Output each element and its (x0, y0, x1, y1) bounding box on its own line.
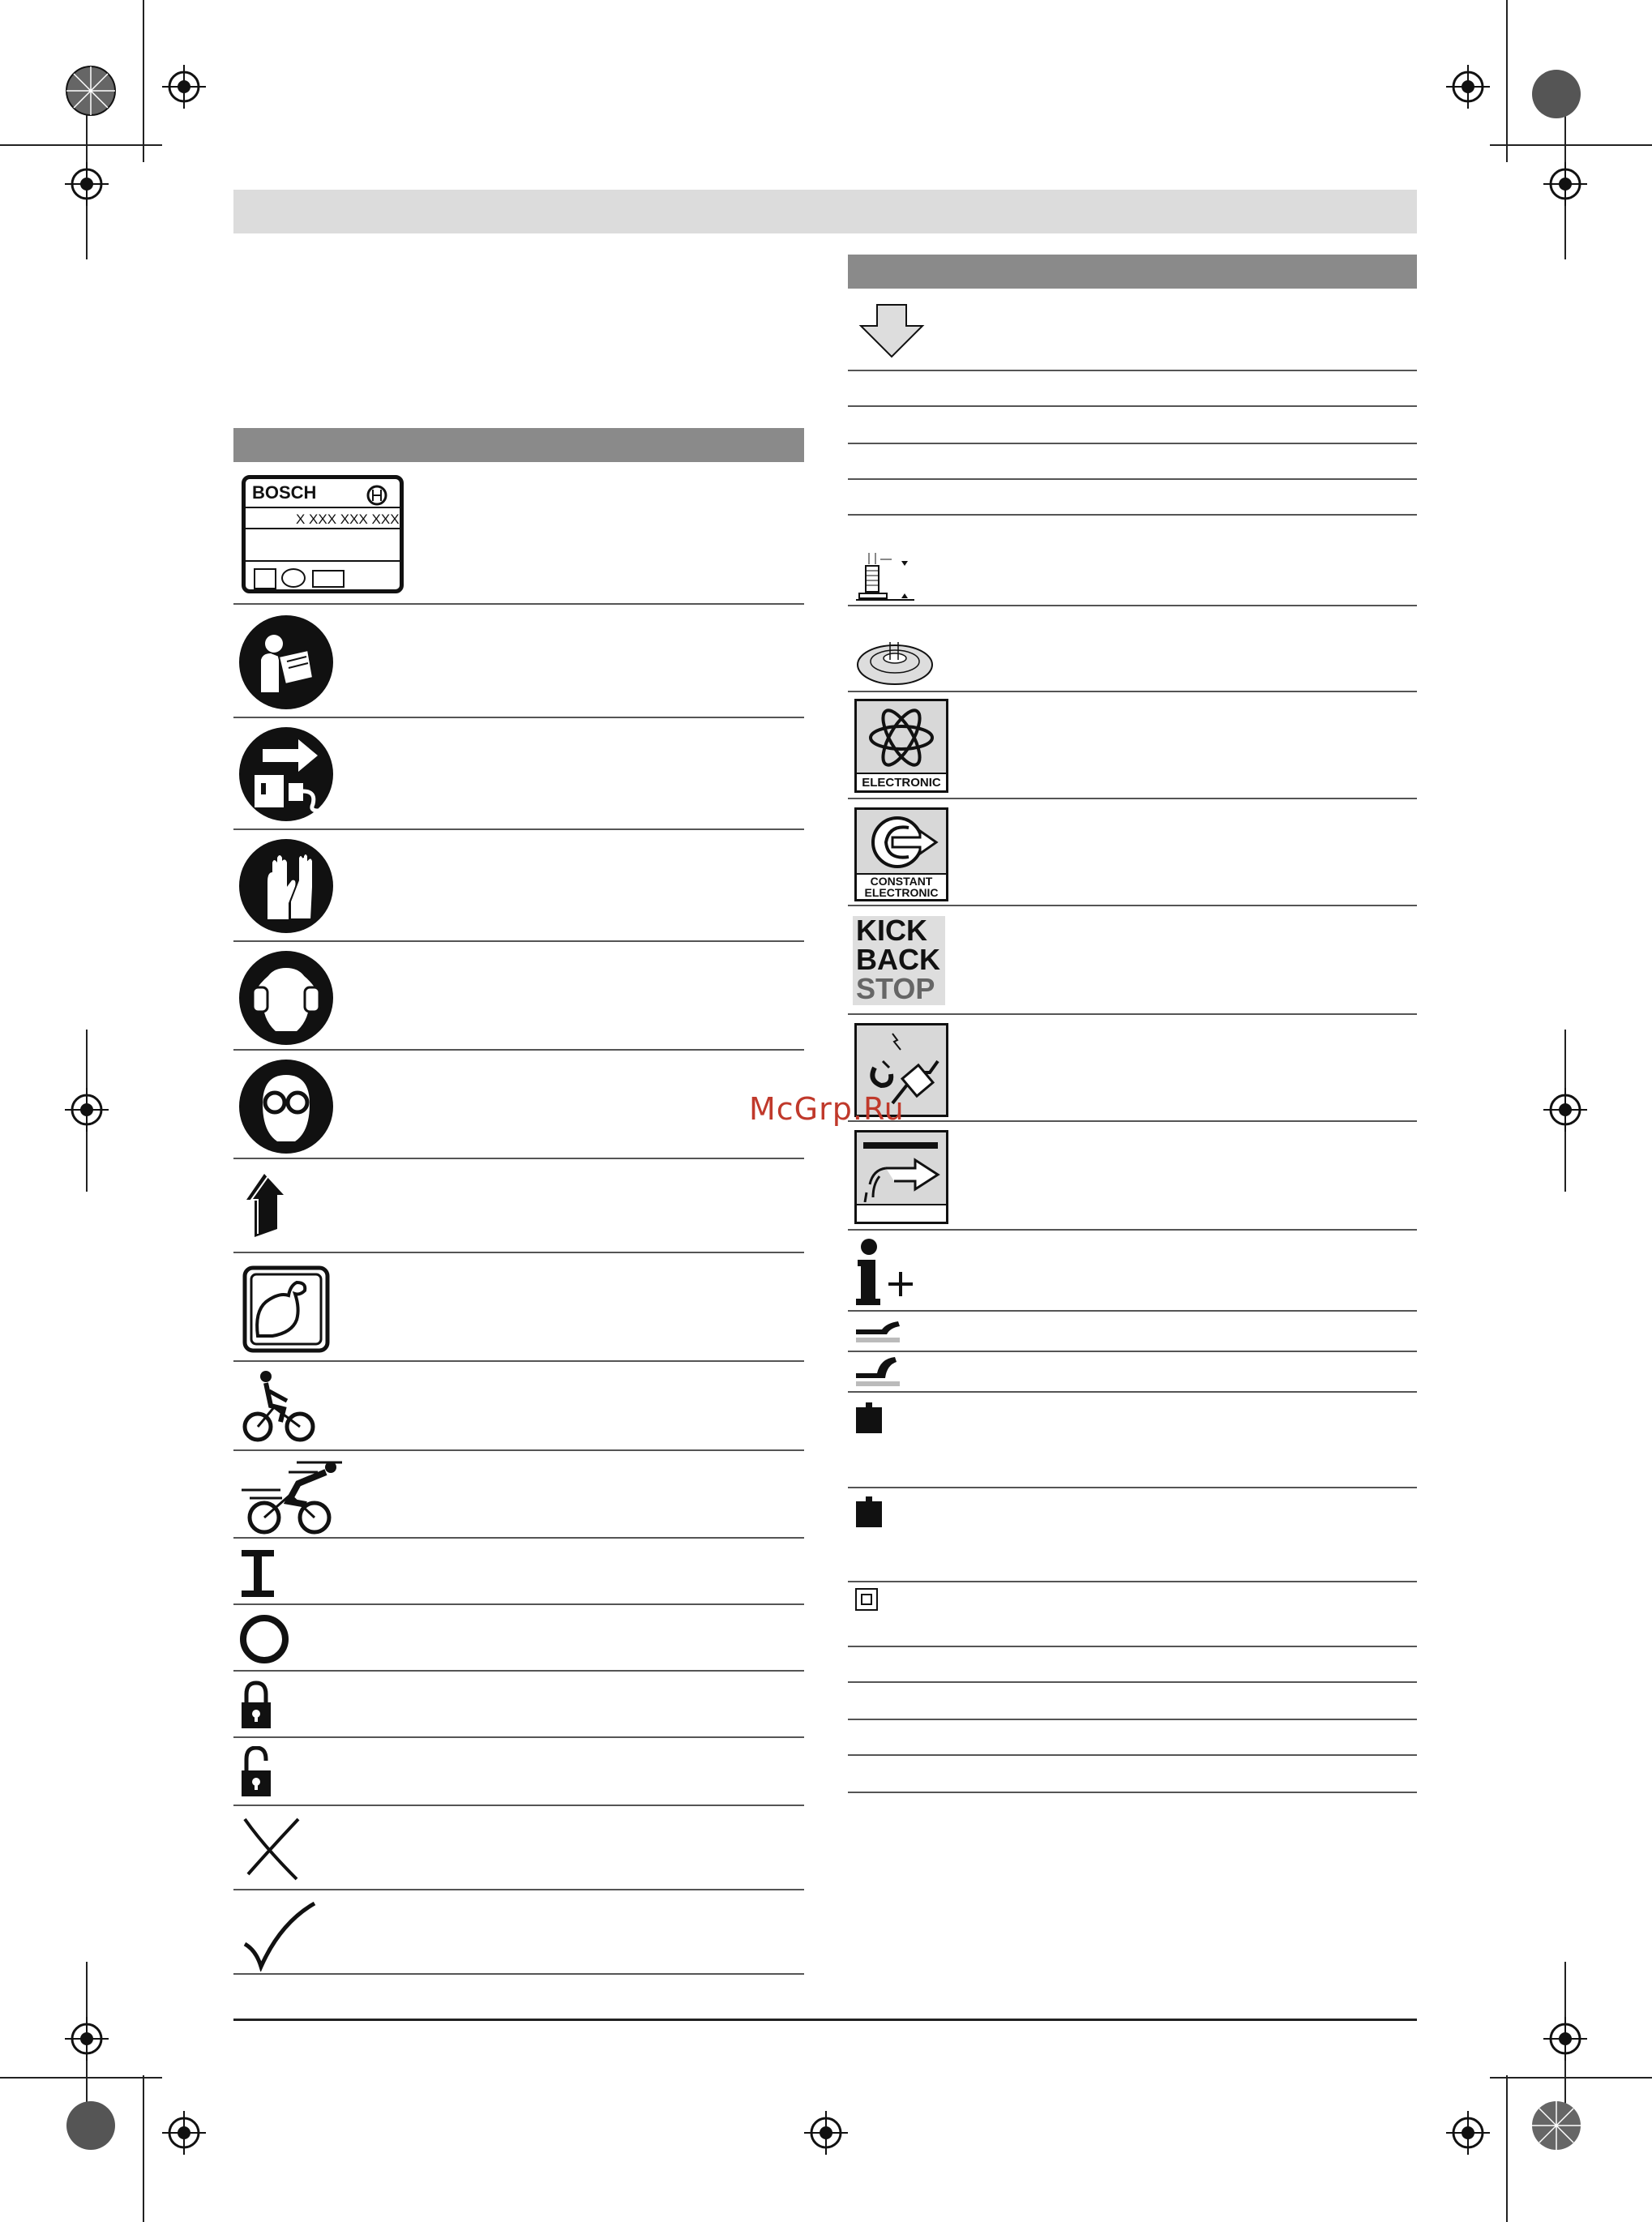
depth-adjust-icon (854, 551, 916, 603)
registration-crosshair-icon (162, 65, 206, 109)
page-header-band (233, 190, 1417, 233)
grinding-angle-icon (853, 1354, 903, 1389)
kickback-line-back: BACK (856, 943, 940, 976)
registration-crosshair-icon (1543, 2017, 1587, 2061)
constant-label: CONSTANT (870, 875, 933, 888)
registration-crosshair-icon (162, 2111, 206, 2155)
row-divider (233, 1252, 804, 1253)
registration-star-icon (1530, 2100, 1582, 2151)
strength-icon (240, 1263, 332, 1355)
watermark: McGrp.Ru (749, 1091, 905, 1127)
registration-crosshair-icon (65, 2017, 109, 2061)
row-divider (848, 1792, 1417, 1793)
registration-crosshair-icon (65, 1088, 109, 1132)
row-divider (848, 370, 1417, 371)
registration-crosshair-icon (1543, 162, 1587, 206)
on-switch-icon (240, 1548, 276, 1599)
registration-crosshair-icon (1446, 2111, 1490, 2155)
row-divider (233, 1449, 804, 1451)
info-plus-icon (853, 1239, 918, 1307)
row-divider (233, 717, 804, 718)
row-divider (233, 1537, 804, 1539)
left-column-header (233, 428, 804, 462)
rating-plate-brand: BOSCH (252, 482, 317, 503)
lock-closed-icon (238, 1680, 274, 1732)
row-divider (848, 1487, 1417, 1488)
registration-star-icon (65, 65, 117, 117)
registration-crosshair-icon (804, 2111, 848, 2155)
row-divider (848, 1351, 1417, 1352)
row-divider (233, 1360, 804, 1362)
arrow-up-icon (242, 1171, 293, 1240)
row-divider (848, 605, 1417, 606)
row-divider (848, 1754, 1417, 1756)
soft-start-icon (854, 1130, 948, 1224)
row-divider (233, 1670, 804, 1672)
class-ii-insulation-icon (854, 1587, 880, 1613)
weight-icon (854, 1401, 884, 1435)
row-divider (233, 1603, 804, 1605)
crop-mark (1506, 0, 1508, 162)
check-icon (240, 1899, 318, 1972)
kickback-stop-icon (853, 916, 945, 1005)
unplug-icon (238, 726, 334, 822)
row-divider (848, 1120, 1417, 1122)
arrow-down-icon (858, 302, 926, 360)
crop-mark (143, 0, 144, 162)
row-divider (848, 691, 1417, 692)
eye-protection-icon (238, 1059, 334, 1154)
row-divider (233, 1805, 804, 1806)
constant-electronic-icon (854, 807, 948, 901)
rating-plate-number: X XXX XXX XXX (296, 512, 400, 527)
row-divider (848, 478, 1417, 480)
registration-disc-icon (1530, 68, 1582, 120)
row-divider (233, 828, 804, 830)
row-divider (233, 1158, 804, 1159)
cyclist-fast-icon (240, 1456, 349, 1535)
crop-mark (143, 2075, 144, 2222)
registration-disc-icon (65, 2100, 117, 2151)
kickback-line-stop: STOP (856, 972, 935, 1005)
weight-icon-2 (854, 1495, 884, 1529)
off-switch-icon (238, 1613, 290, 1665)
row-divider (848, 1013, 1417, 1015)
kickback-line-kick: KICK (856, 914, 927, 947)
electronic-icon (854, 699, 948, 793)
row-divider (848, 405, 1417, 407)
disc-icon (854, 640, 939, 687)
registration-crosshair-icon (1543, 1088, 1587, 1132)
row-divider (848, 1391, 1417, 1393)
bosch-logo-icon (366, 484, 388, 507)
row-divider (233, 1973, 804, 1975)
cyclist-slow-icon (242, 1368, 316, 1443)
row-divider (848, 443, 1417, 444)
gloves-icon (238, 838, 334, 934)
crop-mark (1506, 2075, 1508, 2222)
row-divider (848, 1646, 1417, 1647)
row-divider (848, 514, 1417, 516)
electronic-label: ELECTRONIC (862, 776, 941, 790)
constant-electronic-label: ELECTRONIC (864, 886, 939, 899)
row-divider (233, 940, 804, 942)
row-divider (848, 1310, 1417, 1312)
crop-mark (1490, 2077, 1652, 2079)
row-divider (233, 1889, 804, 1890)
row-divider (233, 1049, 804, 1051)
registration-crosshair-icon (65, 162, 109, 206)
row-divider (848, 1581, 1417, 1582)
crop-mark (0, 144, 162, 146)
row-divider (848, 798, 1417, 799)
row-divider (233, 1736, 804, 1738)
row-divider (848, 905, 1417, 906)
right-column-header (848, 255, 1417, 289)
row-divider (848, 1229, 1417, 1231)
row-divider (848, 1719, 1417, 1720)
read-manual-icon (238, 614, 334, 710)
lock-open-icon (238, 1746, 274, 1800)
row-divider (848, 1681, 1417, 1683)
ear-protection-icon (238, 950, 334, 1046)
row-divider (233, 603, 804, 605)
rating-plate-icon (242, 475, 404, 593)
registration-crosshair-icon (1446, 65, 1490, 109)
footer-rule (233, 2019, 1417, 2021)
crop-mark (0, 2077, 162, 2079)
cross-icon (240, 1814, 305, 1882)
grinding-flat-icon (853, 1313, 903, 1346)
crop-mark (1490, 144, 1652, 146)
